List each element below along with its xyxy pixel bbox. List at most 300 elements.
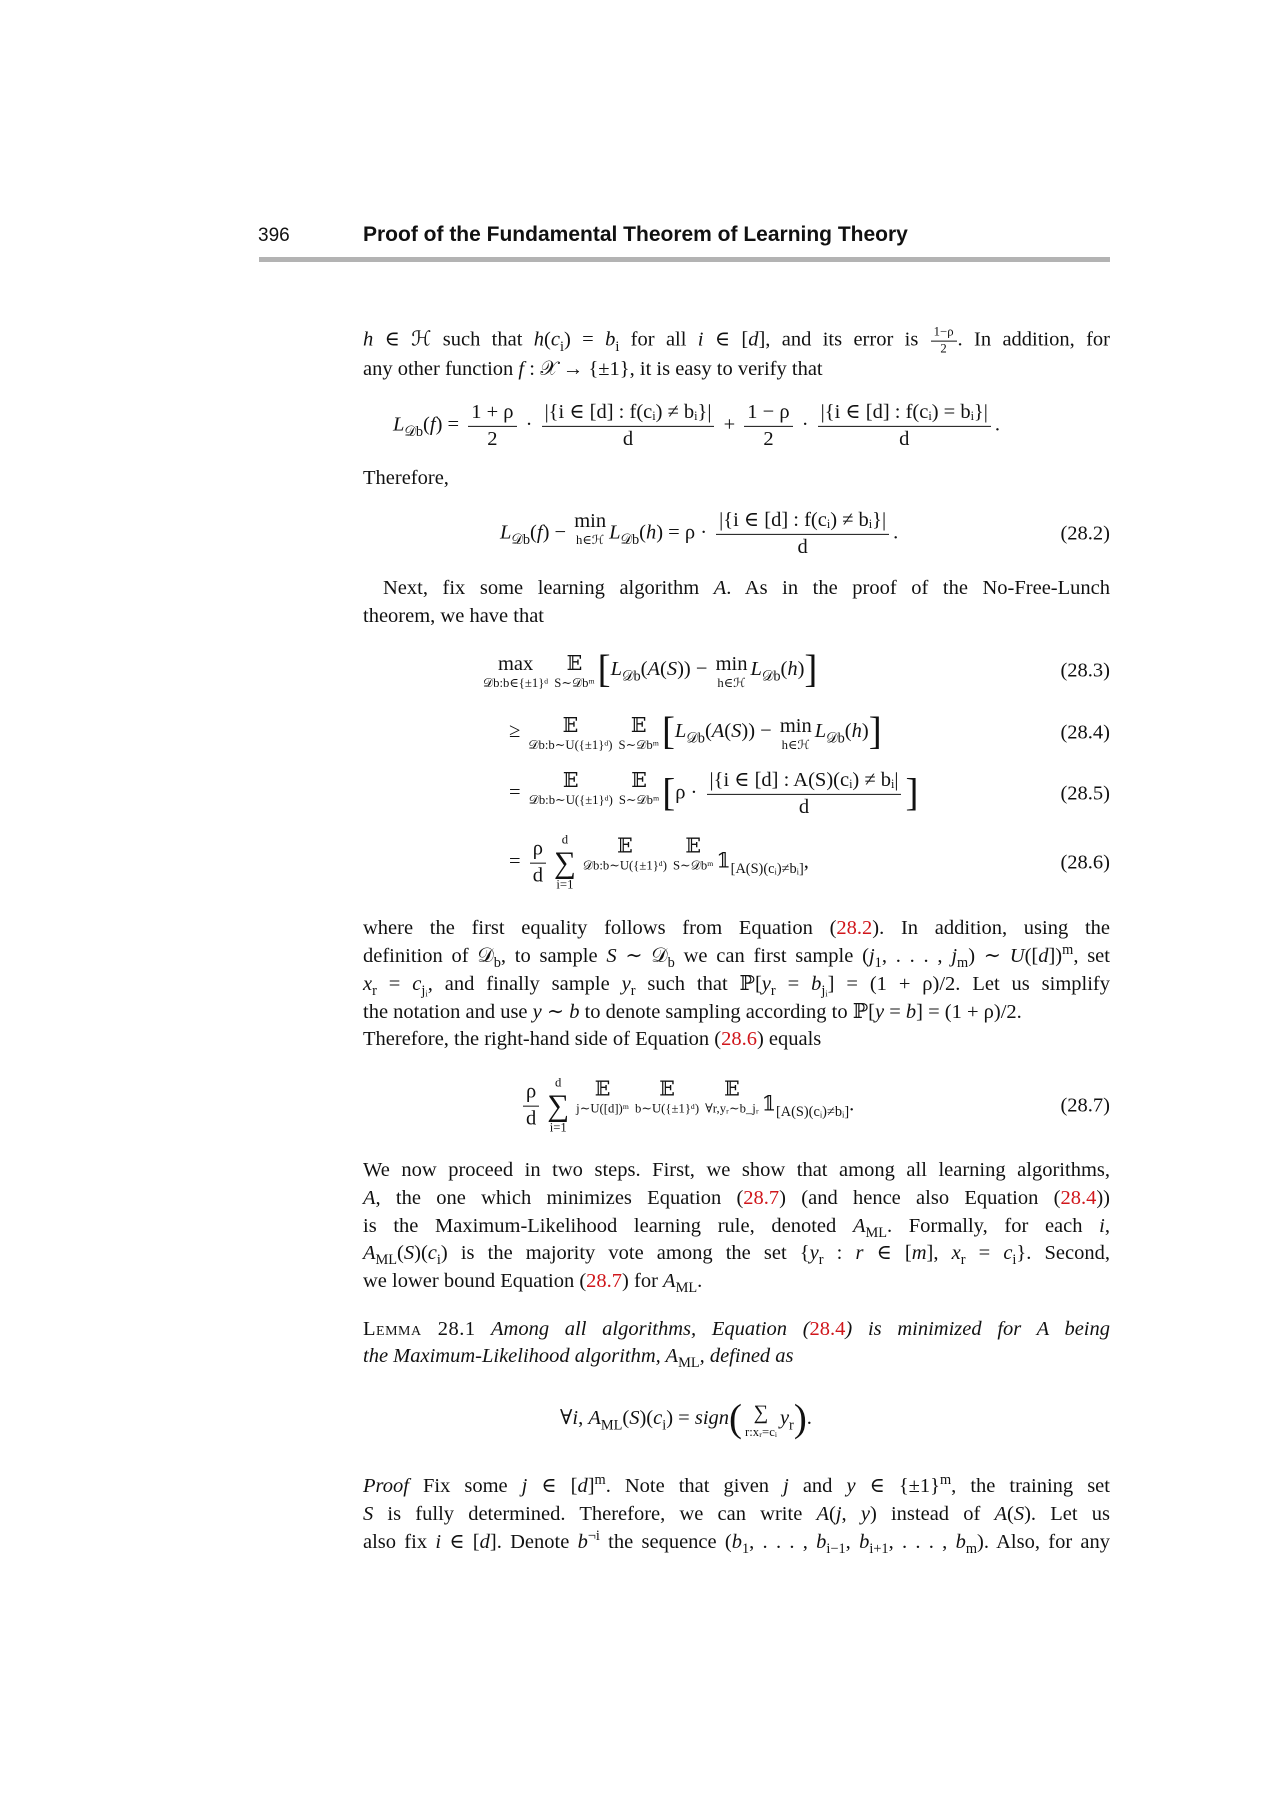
- math-italic: ) is minimized for A being: [845, 1318, 1110, 1340]
- bracket: (: [729, 1397, 743, 1441]
- operator-with-limit: [780, 713, 812, 753]
- text-line: [363, 971, 1111, 1000]
- subscript: r: [818, 1252, 824, 1269]
- text-run: . As in the proof of the No-Free-Lunch: [726, 577, 1110, 599]
- subscript: i−1: [826, 1541, 846, 1558]
- math-italic: U: [1009, 945, 1025, 967]
- limit: 𝒟b:b∼U({±1}ᵈ): [582, 858, 667, 873]
- subscript: b: [493, 955, 501, 972]
- subscript: [A(S)(cᵢ)≠bᵢ]: [730, 860, 804, 877]
- text-run: ): [797, 658, 805, 681]
- text-line: [363, 1268, 1110, 1297]
- operator: 𝔼: [630, 715, 647, 738]
- text-run: , . . . ,: [888, 1531, 956, 1553]
- display-equation: [480, 648, 818, 692]
- fraction: [931, 325, 957, 358]
- text-run: (: [724, 720, 732, 743]
- text-run: ) is the majority vote among the set {: [440, 1242, 810, 1264]
- operator: min: [574, 509, 607, 532]
- operator-with-limit: [483, 651, 548, 691]
- math-italic: h: [787, 658, 798, 681]
- subscript: ML: [375, 1252, 398, 1269]
- subscript: i: [1012, 1252, 1017, 1269]
- equation-ref-link[interactable]: 28.4: [809, 1318, 846, 1340]
- operator: 𝔼: [685, 835, 702, 858]
- fraction: [707, 768, 902, 820]
- text-run: ·: [520, 413, 538, 436]
- text-run: is the Maximum-Likelihood learning rule, denoted: [363, 1215, 853, 1237]
- math-italic: A: [647, 658, 661, 681]
- denominator: d: [622, 427, 634, 450]
- text-run: ) −: [542, 521, 572, 544]
- denominator: 2: [763, 427, 774, 450]
- math-italic: y: [860, 1503, 870, 1525]
- operator: 𝔼: [562, 715, 579, 738]
- math-italic: c: [412, 973, 422, 995]
- sum-sign: ∑: [547, 1088, 570, 1123]
- subscript: ML: [865, 1225, 887, 1242]
- subscript: 𝒟b: [686, 730, 705, 747]
- text-line: [363, 465, 1110, 491]
- text-run: (: [530, 521, 537, 544]
- math-italic: S: [666, 658, 678, 681]
- math-italic: sign: [694, 1407, 730, 1430]
- display-equation: [500, 508, 898, 560]
- text-run: ) =: [666, 1407, 695, 1430]
- subscript: i: [615, 338, 620, 355]
- math-italic: b: [859, 1531, 870, 1553]
- fraction: [744, 400, 792, 452]
- subscript: ML: [675, 1280, 698, 1297]
- lemma-label: Lemma 28.1: [363, 1318, 476, 1340]
- operator-with-limit: [716, 651, 748, 691]
- text-run: ]: [587, 1475, 595, 1497]
- text-run: Next, fix some learning algorithm: [383, 577, 714, 599]
- math-italic: m: [911, 1242, 927, 1264]
- text-run: (: [544, 328, 551, 351]
- text-line: [363, 1157, 1110, 1183]
- text-run: )(: [414, 1242, 428, 1264]
- fraction: [542, 400, 715, 452]
- page-number: 396: [258, 225, 290, 246]
- text-run: , . . . ,: [881, 945, 952, 967]
- text-run: ∈ ℋ such that: [373, 328, 534, 351]
- text-run: ) ∼: [968, 945, 1010, 967]
- numerator: 1 + ρ: [468, 400, 516, 427]
- math-italic: b: [811, 973, 822, 995]
- math-italic: S: [403, 1242, 415, 1264]
- text-run: , . . . ,: [749, 1531, 817, 1553]
- equation-number: (28.7): [1060, 1094, 1110, 1117]
- limit: S∼𝒟bᵐ: [672, 858, 714, 873]
- math-italic: i: [572, 1407, 579, 1430]
- math-italic: d: [748, 328, 759, 351]
- math-italic: A: [588, 1407, 601, 1430]
- text-run: (: [1007, 1503, 1014, 1525]
- text-run: We now proceed in two steps. First, we show that among all learning algorithms,: [363, 1159, 1110, 1181]
- text-run: ] = (1 + ρ)/2.: [916, 1001, 1022, 1023]
- text-run: is fully determined. Therefore, we can write: [373, 1503, 817, 1525]
- math-italic: y: [761, 973, 771, 995]
- math-italic: L: [500, 521, 512, 544]
- text-run: to denote sampling according to ℙ[: [579, 1001, 875, 1023]
- operator: 𝔼: [659, 1078, 675, 1101]
- math-italic: S: [606, 945, 617, 967]
- math-italic: S: [1013, 1503, 1025, 1525]
- text-run: where the first equality follows from Equation (: [363, 917, 837, 939]
- operator-with-limit: [583, 834, 667, 874]
- math-italic: S: [363, 1503, 374, 1525]
- text-run: ,: [803, 850, 809, 873]
- upper-limit: d: [561, 832, 569, 847]
- equation-number: (28.5): [1060, 782, 1110, 805]
- operator-with-limit: [635, 1077, 699, 1117]
- text-run: and: [788, 1475, 847, 1497]
- text-run: (: [423, 413, 430, 436]
- text-run: ∈ [: [527, 1475, 578, 1497]
- subscript: ML: [678, 1355, 700, 1372]
- text-run: definition of 𝒟: [363, 945, 494, 967]
- display-equation: [393, 400, 1000, 452]
- text-line: [363, 356, 1110, 382]
- math-italic: b: [577, 1531, 588, 1553]
- equation-ref-link[interactable]: 28.4: [1060, 1187, 1097, 1209]
- superscript: ¬i: [587, 1528, 600, 1545]
- operator: 𝔼: [631, 769, 647, 792]
- text-run: Therefore,: [363, 467, 449, 489]
- text-run: ∼ 𝒟: [616, 945, 668, 967]
- text-run: ) (and hence also Equation (: [779, 1187, 1061, 1209]
- math-italic: y: [874, 1001, 885, 1023]
- math-italic: b: [605, 328, 616, 351]
- math-italic: f: [429, 413, 436, 436]
- text-run: =: [965, 1242, 1004, 1264]
- text-run: ∼: [541, 1001, 570, 1023]
- limit: S∼𝒟bᵐ: [554, 676, 595, 691]
- text-run: 𝟙: [761, 1093, 777, 1116]
- math-italic: c: [427, 1242, 437, 1264]
- math-italic: j: [783, 1475, 789, 1497]
- operator-with-limit: [574, 508, 606, 548]
- fraction: [468, 400, 516, 452]
- text-line: [363, 1185, 1110, 1211]
- superscript: m: [940, 1472, 952, 1489]
- math-italic: d: [577, 1475, 588, 1497]
- bracket: [: [661, 710, 675, 754]
- text-run: ). In addition, using the: [872, 917, 1110, 939]
- subscript: b: [667, 955, 675, 972]
- text-line: [363, 603, 1110, 629]
- text-run: ,: [841, 1503, 861, 1525]
- text-run: )) −: [741, 720, 777, 743]
- subscript: r: [630, 983, 636, 1000]
- text-run: ·: [796, 413, 814, 436]
- text-line: [363, 1501, 1110, 1527]
- text-run: )) −: [677, 658, 713, 681]
- text-run: 𝟙: [716, 850, 731, 873]
- subscript: 1: [741, 1541, 750, 1558]
- bracket: ]: [804, 648, 818, 692]
- sum-sign: ∑: [553, 845, 576, 880]
- equation-number: (28.4): [1060, 721, 1110, 744]
- text-run: ) =: [435, 413, 465, 436]
- text-run: , and finally sample: [427, 973, 622, 995]
- numerator: |{i ∈ [d] : A(S)(cᵢ) ≠ bᵢ|: [707, 768, 902, 795]
- text-run: ) for: [622, 1270, 664, 1292]
- text-run: ) instead of: [869, 1503, 995, 1525]
- math-italic: L: [674, 720, 687, 743]
- math-italic: d: [1038, 945, 1049, 967]
- text-line: [363, 1316, 1110, 1342]
- fraction: [716, 508, 889, 560]
- subscript: 𝒟b: [404, 423, 424, 440]
- text-run: :: [823, 1242, 856, 1264]
- math-italic: A: [363, 1242, 376, 1264]
- subscript: 𝒟b: [826, 730, 845, 747]
- operator-with-limit: [705, 1077, 759, 1117]
- text-run: )): [1096, 1187, 1110, 1209]
- math-italic: f: [536, 521, 543, 544]
- math-italic: j: [521, 1475, 528, 1497]
- math-italic: A: [852, 1215, 866, 1237]
- lower-limit: i=1: [549, 1120, 567, 1135]
- math-italic: c: [1003, 1242, 1013, 1264]
- operator-with-limit: [619, 713, 659, 753]
- numerator: 1−ρ: [931, 325, 957, 342]
- text-run: (: [780, 658, 788, 681]
- text-run: . Note that given: [605, 1475, 784, 1497]
- limit: h∈ℋ: [576, 532, 605, 547]
- operator: 𝔼: [617, 835, 633, 858]
- fraction: [530, 837, 546, 889]
- text-run: ,: [845, 1531, 860, 1553]
- operator: 𝔼: [594, 1078, 611, 1101]
- fraction: [818, 400, 991, 452]
- text-run: ]. Denote: [489, 1531, 578, 1553]
- limit: h∈ℋ: [717, 676, 746, 691]
- text-run: (: [397, 1242, 404, 1264]
- text-run: =: [509, 781, 526, 804]
- text-line: [363, 325, 1110, 358]
- equation-ref-link[interactable]: 28.7: [586, 1270, 623, 1292]
- text-run: ([: [1024, 945, 1039, 967]
- text-run: ]): [1048, 945, 1063, 967]
- text-run: =: [775, 973, 812, 995]
- math-italic: b: [816, 1531, 827, 1553]
- math-italic: L: [393, 413, 405, 436]
- limit: S∼𝒟bᵐ: [618, 792, 660, 807]
- text-line: [363, 1240, 1110, 1269]
- subscript: r: [960, 1252, 966, 1269]
- math-italic: i: [697, 328, 704, 351]
- text-run: )(: [639, 1407, 654, 1430]
- text-line: [363, 915, 1110, 941]
- text-run: ], and its error is: [758, 328, 930, 351]
- denominator: d: [798, 795, 810, 818]
- math-italic: S: [629, 1407, 640, 1430]
- text-run: Fix some: [408, 1475, 522, 1497]
- operator-with-limit: [528, 713, 612, 753]
- text-run: (: [844, 720, 852, 743]
- operator-with-limit: [673, 834, 713, 874]
- text-run: ],: [926, 1242, 952, 1264]
- text-run: .: [697, 1270, 703, 1292]
- equation-ref-link[interactable]: 28.7: [743, 1187, 780, 1209]
- operator-with-limit: [745, 1400, 777, 1440]
- limit: 𝒟b:b∼U({±1}ᵈ): [528, 792, 613, 807]
- text-run: ): [861, 720, 869, 743]
- text-run: ) = ρ ·: [656, 521, 713, 544]
- subscript: 1: [874, 955, 882, 972]
- text-run: such that ℙ[: [635, 973, 762, 995]
- operator: ∑: [753, 1402, 769, 1425]
- denominator: d: [899, 427, 910, 450]
- text-run: , set: [1073, 945, 1110, 967]
- operator-with-limit: [554, 651, 594, 691]
- math-italic: h: [851, 720, 862, 743]
- upper-limit: d: [555, 1075, 562, 1090]
- text-run: ≥: [509, 720, 526, 743]
- text-run: (: [640, 658, 648, 681]
- operator-with-limit: [529, 768, 613, 808]
- operator: max: [497, 653, 534, 676]
- subscript: i: [662, 1417, 667, 1434]
- math-italic: A: [994, 1503, 1008, 1525]
- subscript: i+1: [869, 1541, 889, 1558]
- subscript: 𝒟b: [622, 668, 641, 685]
- summation: [554, 834, 576, 893]
- numerator: |{i ∈ [d] : f(cᵢ) ≠ bᵢ}|: [542, 400, 715, 427]
- text-line: [383, 575, 1110, 601]
- text-run: (: [660, 658, 667, 681]
- subscript: ML: [600, 1417, 623, 1434]
- text-run: .: [893, 521, 899, 544]
- math-italic: , defined as: [699, 1345, 794, 1367]
- display-equation: [509, 768, 918, 820]
- subscript: m: [965, 1541, 978, 1558]
- text-run: }. Second,: [1016, 1242, 1110, 1264]
- text-run: .: [994, 413, 1000, 436]
- math-italic: b: [955, 1531, 966, 1553]
- math-italic: A: [663, 1270, 676, 1292]
- text-run: . Formally, for each: [886, 1215, 1100, 1237]
- equation-ref-link[interactable]: 28.6: [721, 1028, 757, 1050]
- display-equation: [509, 834, 809, 893]
- text-run: , the one which minimizes Equation (: [375, 1187, 744, 1209]
- text-run: ∈ [: [863, 1242, 912, 1264]
- operator-with-limit: [576, 1077, 629, 1117]
- text-run: , to sample: [500, 945, 607, 967]
- text-line: [363, 1528, 1111, 1558]
- math-italic: A: [713, 577, 727, 599]
- numerator: |{i ∈ [d] : f(cᵢ) = bᵢ}|: [818, 400, 991, 427]
- text-run: ρ ·: [675, 781, 703, 804]
- text-run: ] = (1 + ρ)/2. Let us simplify: [827, 973, 1111, 995]
- text-run: (: [622, 1407, 630, 1430]
- math-italic: L: [750, 658, 762, 681]
- text-line: [363, 942, 1110, 972]
- math-italic: A: [711, 720, 725, 743]
- subscript: i: [559, 338, 564, 355]
- subscript: r: [372, 983, 377, 1000]
- math-italic: j: [951, 945, 958, 967]
- math-italic: y: [846, 1475, 856, 1497]
- math-italic: r: [855, 1242, 864, 1264]
- display-equation: [560, 1397, 812, 1441]
- text-run: : 𝒳 → {±1}, it is easy to verify that: [524, 358, 823, 380]
- text-run: we can first sample (: [674, 945, 869, 967]
- subscript: r: [789, 1417, 794, 1434]
- math-italic: L: [610, 658, 623, 681]
- text-run: we lower bound Equation (: [363, 1270, 587, 1292]
- text-line: [363, 999, 1110, 1025]
- equation-number: (28.2): [1060, 522, 1110, 545]
- math-italic: c: [550, 328, 560, 351]
- denominator: d: [532, 864, 543, 887]
- text-run: theorem, we have that: [363, 605, 545, 627]
- denominator: 2: [487, 427, 498, 450]
- math-italic: h: [645, 521, 657, 544]
- math-italic: A: [816, 1503, 830, 1525]
- numerator: ρ: [530, 837, 546, 864]
- text-run: ,: [578, 1407, 589, 1430]
- numerator: 1 − ρ: [744, 400, 792, 427]
- math-italic: x: [363, 973, 373, 995]
- text-run: the notation and use: [363, 1001, 533, 1023]
- text-run: =: [376, 973, 413, 995]
- math-italic: i: [1099, 1215, 1105, 1237]
- math-italic: S: [731, 720, 742, 743]
- text-run: ∈ {±1}: [855, 1475, 940, 1497]
- math-italic: d: [479, 1531, 490, 1553]
- subscript: r: [770, 983, 776, 1000]
- bracket: [: [662, 771, 676, 815]
- subscript: i: [436, 1252, 441, 1269]
- math-italic: h: [533, 328, 545, 351]
- math-italic: y: [809, 1242, 819, 1264]
- numerator: ρ: [523, 1080, 539, 1107]
- math-italic: c: [653, 1407, 663, 1430]
- math-italic: Proof: [363, 1475, 409, 1497]
- text-run: (: [639, 521, 646, 544]
- subscript: m: [957, 955, 969, 972]
- text-run: Therefore, the right-hand side of Equation (: [363, 1028, 722, 1050]
- numerator: |{i ∈ [d] : f(cᵢ) ≠ bᵢ}|: [716, 508, 889, 535]
- limit: 𝒟b:b∼U({±1}ᵈ): [528, 738, 613, 753]
- text-run: the sequence (: [599, 1531, 732, 1553]
- text-run: also fix: [363, 1531, 436, 1553]
- subscript: 𝒟b: [620, 531, 640, 548]
- limit: b∼U({±1}ᵈ): [635, 1101, 700, 1116]
- display-equation: [509, 710, 882, 754]
- math-italic: y: [779, 1407, 790, 1430]
- text-run: ) equals: [756, 1028, 822, 1050]
- math-italic: j: [868, 945, 875, 967]
- display-equation: [519, 1077, 854, 1136]
- text-run: (: [829, 1503, 836, 1525]
- subscript: 𝒟b: [761, 668, 781, 685]
- text-run: for all: [619, 328, 698, 351]
- operator: 𝔼: [566, 653, 583, 676]
- math-italic: b: [731, 1531, 742, 1553]
- lower-limit: i=1: [556, 877, 574, 892]
- math-italic: y: [621, 973, 631, 995]
- equation-ref-link[interactable]: 28.2: [836, 917, 873, 939]
- text-run: any other function: [363, 358, 519, 380]
- text-line: [363, 1213, 1110, 1242]
- limit: j∼U([d])ᵐ: [576, 1101, 630, 1116]
- text-run: ,: [1104, 1215, 1110, 1237]
